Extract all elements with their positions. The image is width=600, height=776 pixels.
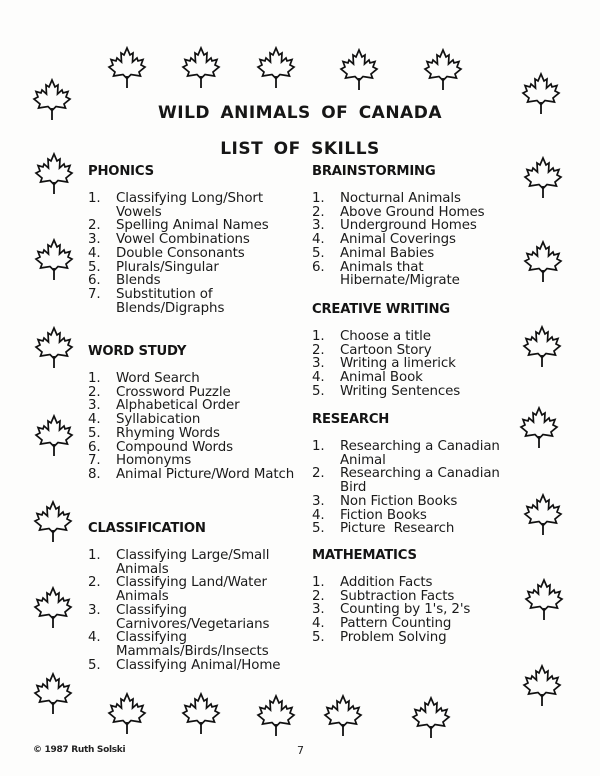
skill-list xyxy=(88,192,298,315)
skill-list xyxy=(88,549,303,672)
section-research xyxy=(312,412,517,536)
maple-leaf-icon xyxy=(338,48,380,94)
list-item: 1. Classifying Large/Small Animals xyxy=(88,548,270,577)
section-heading: CLASSIFICATION xyxy=(88,521,206,536)
right-column xyxy=(312,164,517,645)
maple-leaf-icon xyxy=(32,500,74,546)
list-item: 4. Classifying Mammals/Birds/Insects xyxy=(88,630,269,659)
section-heading: WORD STUDY xyxy=(88,344,187,359)
list-item: 6. Blends xyxy=(88,273,161,289)
section-phonics xyxy=(88,164,298,315)
list-item: 3. Non Fiction Books xyxy=(312,493,458,509)
list-item: 3. Underground Homes xyxy=(312,218,477,234)
maple-leaf-icon xyxy=(180,46,222,92)
list-item: 4. Animal Book xyxy=(312,370,423,386)
maple-leaf-icon xyxy=(33,238,75,284)
list-item: 2. Cartoon Story xyxy=(312,342,432,358)
list-item: 1. Addition Facts xyxy=(312,575,433,590)
section-brainstorming xyxy=(312,164,517,288)
list-item: 8. Animal Picture/Word Match xyxy=(88,466,295,482)
maple-leaf-icon xyxy=(106,692,148,738)
maple-leaf-icon xyxy=(180,692,222,738)
section-heading: RESEARCH xyxy=(312,412,390,427)
list-item: 5. Classifying Animal/Home xyxy=(88,657,281,673)
maple-leaf-icon xyxy=(32,586,74,632)
maple-leaf-icon xyxy=(523,578,565,624)
list-item: 5. Problem Solving xyxy=(312,629,447,645)
section-heading: MATHEMATICS xyxy=(312,548,417,563)
section-heading: PHONICS xyxy=(88,164,154,179)
section-heading: BRAINSTORMING xyxy=(312,164,436,179)
maple-leaf-icon xyxy=(33,326,75,372)
list-item: 3. Counting by 1's, 2's xyxy=(312,602,471,618)
maple-leaf-icon xyxy=(410,696,452,742)
list-item: 1. Choose a title xyxy=(312,329,431,344)
list-item: 2. Crossword Puzzle xyxy=(88,384,231,400)
list-item: 5. Plurals/Singular xyxy=(88,259,219,275)
maple-leaf-icon xyxy=(32,672,74,718)
list-item: 3. Vowel Combinations xyxy=(88,232,250,248)
page-title: WILD ANIMALS OF CANADA xyxy=(158,103,442,123)
maple-leaf-icon xyxy=(255,694,297,740)
list-item: 4. Double Consonants xyxy=(88,245,245,261)
list-item: 2. Researching a Canadian Bird xyxy=(312,466,500,496)
list-item: 4. Syllabication xyxy=(88,412,201,428)
list-item: 4. Fiction Books xyxy=(312,507,427,523)
section-mathematics xyxy=(312,548,517,645)
maple-leaf-icon xyxy=(522,156,564,202)
list-item: 6. Compound Words xyxy=(88,439,234,455)
maple-leaf-icon xyxy=(33,414,75,460)
list-item: 1. Researching a Canadian Animal xyxy=(312,439,500,468)
maple-leaf-icon xyxy=(106,46,148,92)
list-item: 3. Writing a limerick xyxy=(312,356,456,372)
page-number: 7 xyxy=(297,744,304,757)
list-item: 2. Subtraction Facts xyxy=(312,588,455,604)
list-item: 7. Homonyms xyxy=(88,453,192,469)
section-heading: CREATIVE WRITING xyxy=(312,302,450,317)
list-item: 2. Classifying Land/Water Animals xyxy=(88,575,267,605)
maple-leaf-icon xyxy=(322,694,364,740)
maple-leaf-icon xyxy=(422,48,464,94)
list-item: 1. Classifying Long/Short Vowels xyxy=(88,191,263,220)
skill-list xyxy=(312,192,517,288)
maple-leaf-icon xyxy=(518,406,560,452)
skill-list xyxy=(88,372,298,482)
list-item: 1. Word Search xyxy=(88,371,200,386)
maple-leaf-icon xyxy=(522,493,564,539)
section-word-study xyxy=(88,344,298,482)
list-item: 5. Writing Sentences xyxy=(312,383,461,399)
skill-list xyxy=(312,330,517,399)
list-item: 2. Spelling Animal Names xyxy=(88,218,269,234)
skill-list xyxy=(312,576,517,645)
list-item: 4. Pattern Counting xyxy=(312,616,452,632)
list-item: 2. Above Ground Homes xyxy=(312,204,485,220)
list-item: 6. Animals that Hibernate/Migrate xyxy=(312,259,460,289)
list-item: 5. Picture Research xyxy=(312,521,455,537)
page-subtitle: LIST OF SKILLS xyxy=(220,139,380,159)
maple-leaf-icon xyxy=(521,325,563,371)
section-creative-writing xyxy=(312,302,517,399)
section-classification xyxy=(88,521,303,672)
skill-list xyxy=(312,440,517,536)
list-item: 7. Substitution of Blends/Digraphs xyxy=(88,286,225,316)
list-item: 1. Nocturnal Animals xyxy=(312,191,461,206)
list-item: 5. Animal Babies xyxy=(312,245,435,261)
maple-leaf-icon xyxy=(255,46,297,92)
left-column xyxy=(88,164,298,673)
copyright-notice: © 1987 Ruth Solski xyxy=(33,745,126,755)
list-item: 3. Alphabetical Order xyxy=(88,398,240,414)
list-item: 4. Animal Coverings xyxy=(312,232,456,248)
list-item: 3. Classifying Carnivores/Vegetarians xyxy=(88,602,270,632)
list-item: 5. Rhyming Words xyxy=(88,425,220,441)
maple-leaf-icon xyxy=(522,240,564,286)
maple-leaf-icon xyxy=(521,664,563,710)
